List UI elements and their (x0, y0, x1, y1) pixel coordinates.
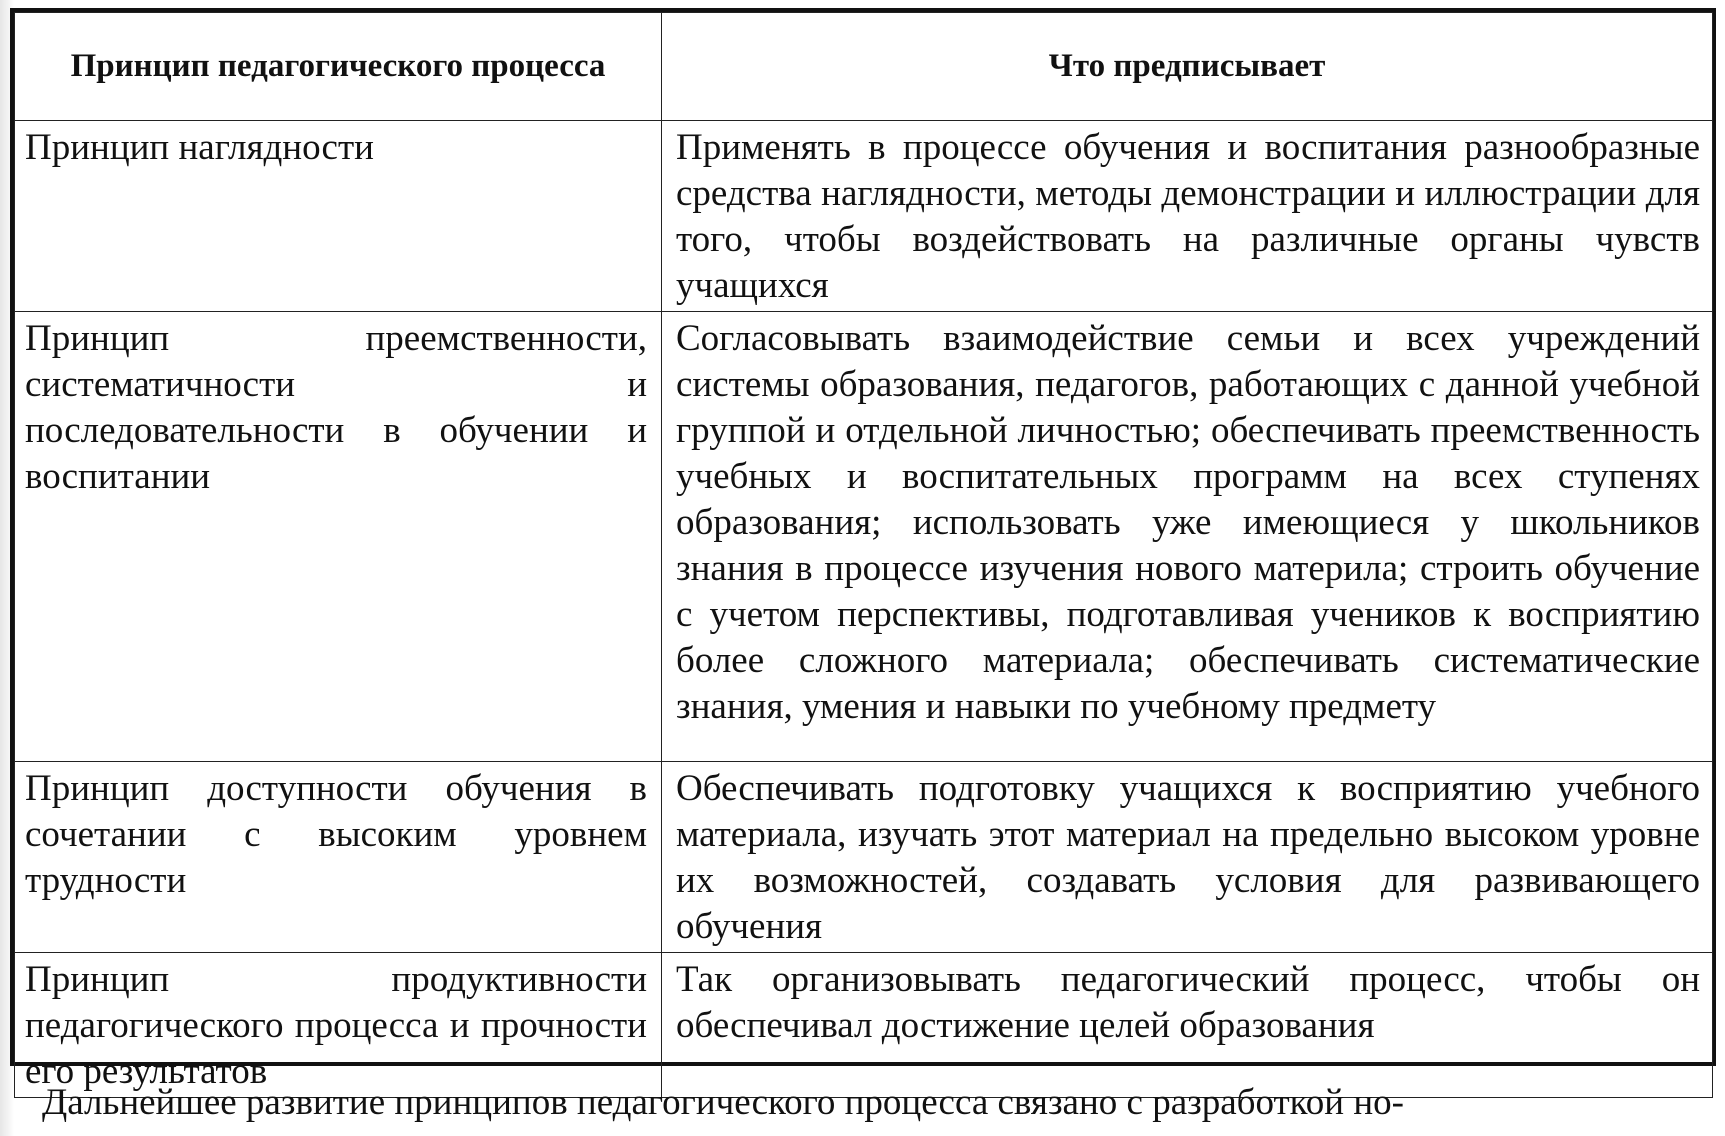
principle-cell: Принцип продуктивности педагогического процесса и прочности его результатов (15, 953, 662, 1098)
prescribes-cell: Согласовывать взаимодействие семьи и всех учреждений системы образования, педагогов, работающих с данной учебной группой и отдельной личностью; обеспечивать преемственность учебных и воспитательных программ на всех ступенях образования; использовать уже имеющиеся у школьников знания в процессе изучения нового материла; строить обучение с учетом перспективы, подготавливая учеников к восприятию более сложного материала; обеспечивать систематические знания, умения и навыки по учебному предмету (662, 312, 1713, 762)
footer-text: Дальнейшее развитие принципов педагогического процесса связано с разработкой но- (42, 1082, 1404, 1123)
prescribes-cell: Применять в процессе обучения и воспитания разнообразные средства наглядности, методы демонстрации и иллюстрации для того, чтобы воздействовать на различные органы чувств учащихся (662, 121, 1713, 312)
table-row (15, 312, 1713, 762)
principle-cell: Принцип преемственности, систематичности и последовательности в обучении и воспитании (15, 312, 662, 762)
header-prescribes: Что предписывает (662, 13, 1713, 121)
prescribes-cell: Так организовывать педагогический процесс, чтобы он обеспечивал достижение целей образования (662, 953, 1713, 1098)
principles-table-frame (10, 8, 1716, 1092)
footer-paragraph (0, 1076, 1725, 1136)
prescribes-cell: Обеспечивать подготовку учащихся к восприятию учебного материала, изучать этот материал на предельно высоком уровне их возможностей, создавать условия для развивающего обучения (662, 762, 1713, 953)
principles-table (14, 12, 1713, 1098)
table-row (15, 121, 1713, 312)
principle-cell: Принцип доступности обучения в сочетании с высоким уровнем трудности (15, 762, 662, 953)
table-header-row (15, 13, 1713, 121)
table-row (15, 762, 1713, 953)
principle-cell: Принцип наглядности (15, 121, 662, 312)
header-principle: Принцип педагогического процесса (15, 13, 662, 121)
